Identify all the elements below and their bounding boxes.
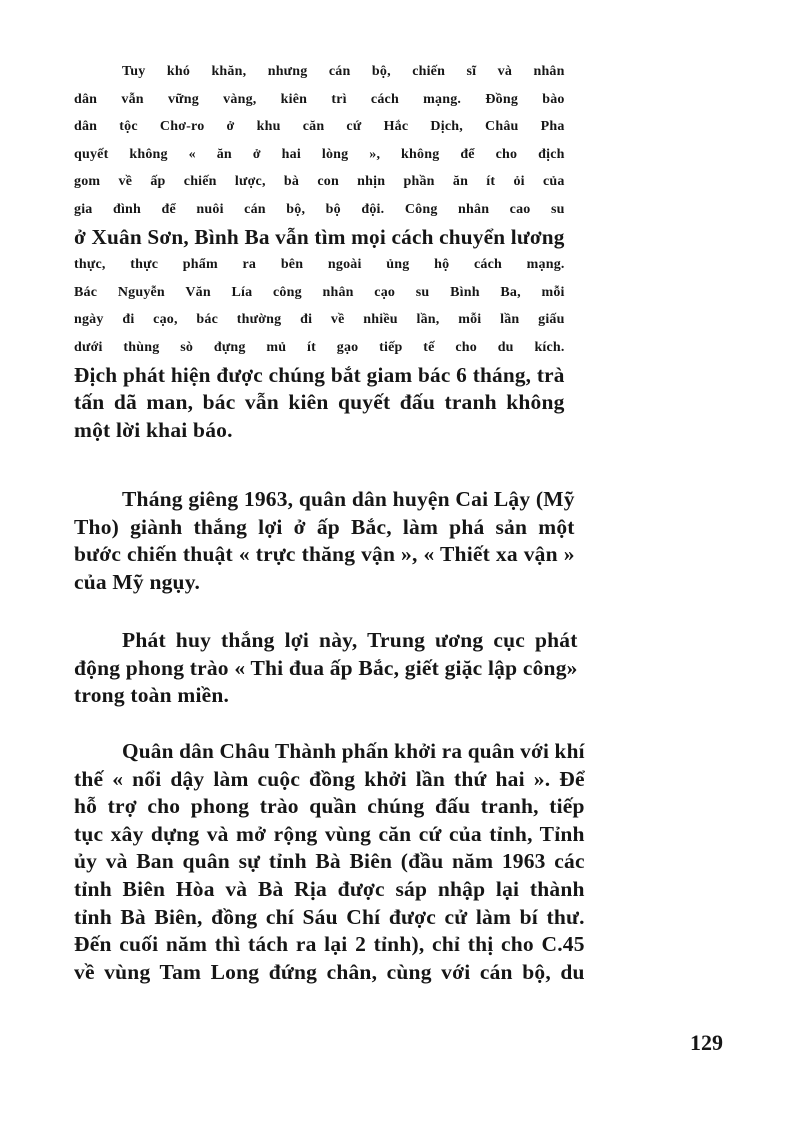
text-line: Phát huy thắng lợi này, Trung ương cục phát bbox=[122, 628, 578, 652]
text-line: dưới thùng sò đựng mủ ít gạo tiếp tế cho du kích. bbox=[74, 339, 565, 355]
text-line: tỉnh Biên Hòa và Bà Rịa được sáp nhập lại thành bbox=[74, 876, 585, 901]
text-line: Tuy khó khăn, nhưng cán bộ, chiến sĩ và nhân bbox=[122, 64, 565, 79]
text-line: thực, thực phẩm ra bên ngoài ủng hộ cách mạng. bbox=[74, 257, 565, 273]
text-line: quyết không « ăn ở hai lòng », không để cho địch bbox=[74, 146, 565, 162]
text-line: Đến cuối năm thì tách ra lại 2 tỉnh), chỉ thị cho C.45 bbox=[74, 932, 585, 957]
text-line: Tháng giêng 1963, quân dân huyện Cai Lậy (Mỹ bbox=[122, 487, 575, 511]
text-line: ngày đi cạo, bác thường đi về nhiều lần, mỗi lần giấu bbox=[74, 312, 565, 328]
paragraph-3 bbox=[74, 627, 578, 710]
text-line: Bác Nguyễn Văn Lía công nhân cạo su Bình Ba, mỗi bbox=[74, 284, 565, 300]
text-line: về vùng Tam Long đứng chân, cùng với cán bộ, du bbox=[74, 959, 585, 984]
text-line: tấn dã man, bác vẫn kiên quyết đấu tranh không bbox=[74, 390, 565, 415]
text-line: Địch phát hiện được chúng bắt giam bác 6 tháng, trà bbox=[74, 362, 565, 387]
text-line: hỗ trợ cho phong trào quần chúng đấu tranh, tiếp bbox=[74, 794, 585, 819]
paragraph-2 bbox=[74, 486, 575, 596]
text-line: tỉnh Bà Biên, đồng chí Sáu Chí được cử làm bí thư. bbox=[74, 904, 585, 929]
text-line: gia đình để nuôi cán bộ, bộ đội. Công nhân cao su bbox=[74, 201, 565, 217]
text-line: dân vẫn vững vàng, kiên trì cách mạng. Đồng bào bbox=[74, 91, 565, 107]
text-line: ở Xuân Sơn, Bình Ba vẫn tìm mọi cách chuyển lương bbox=[74, 224, 565, 249]
text-line: dân tộc Chơ-ro ở khu căn cứ Hắc Dịch, Châu Pha bbox=[74, 119, 565, 135]
text-line: trong toàn miền. bbox=[74, 683, 230, 708]
text-line: một lời khai báo. bbox=[74, 417, 233, 442]
text-line: động phong trào « Thi đua ấp Bắc, giết giặc lập công» bbox=[74, 655, 578, 680]
text-line: ủy và Ban quân sự tỉnh Bà Biên (đầu năm 1963 các bbox=[74, 849, 585, 874]
text-line: thế « nổi dậy làm cuộc đồng khởi lần thứ hai ». Để bbox=[74, 766, 585, 791]
paragraph-4 bbox=[74, 738, 585, 986]
text-line: tục xây dựng và mở rộng vùng căn cứ của tỉnh, Tỉnh bbox=[74, 821, 585, 846]
page-number: 129 bbox=[690, 1030, 723, 1055]
text-line: gom về ấp chiến lược, bà con nhịn phần ăn ít ỏi của bbox=[74, 174, 565, 190]
text-line: bước chiến thuật « trực thăng vận », « Thiết xa vận » bbox=[74, 542, 575, 567]
paragraph-1 bbox=[74, 58, 565, 444]
text-line: Tho) giành thắng lợi ở ấp Bắc, làm phá sản một bbox=[74, 514, 575, 539]
text-line: của Mỹ ngụy. bbox=[74, 569, 201, 594]
text-line: Quân dân Châu Thành phấn khởi ra quân với khí bbox=[122, 739, 585, 763]
